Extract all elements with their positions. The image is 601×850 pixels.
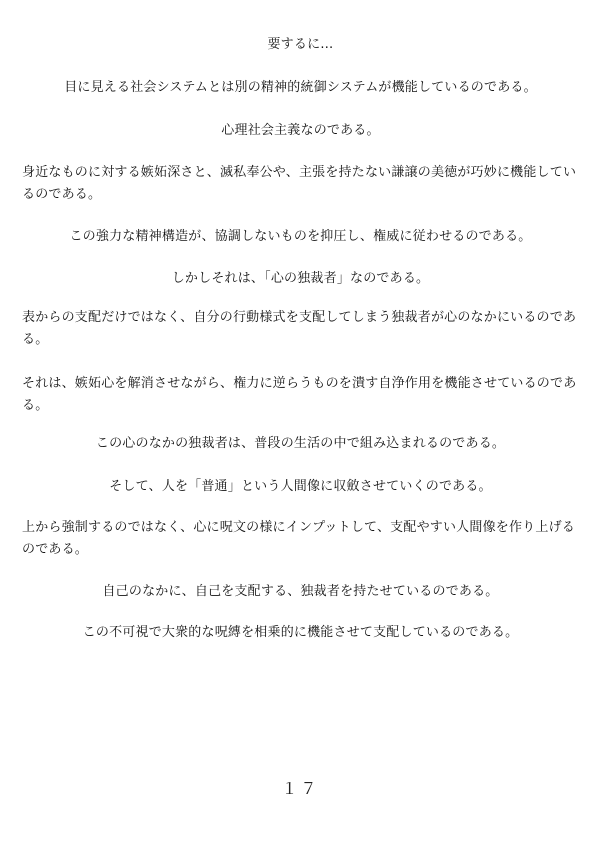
text-line: しかしそれは、「心の独裁者」なのである。 [171, 271, 430, 286]
text-line: そして、人を「普通」という人間像に収斂させていくのである。 [109, 479, 492, 494]
text-line-heading: 要するに… [267, 37, 334, 52]
text-paragraph: 上から強制するのではなく、心に呪文の様にインプットして、支配やすい人間像を作り上げるのである。 [22, 520, 575, 557]
text-line: 心理社会主義なのである。 [221, 123, 380, 138]
text-line: この強力な精神構造が、協調しないものを抑圧し、権威に従わせるのである。 [69, 229, 532, 244]
text-line: 目に見える社会システムとは別の精神的統御システムが機能しているのである。 [64, 80, 537, 95]
text-paragraph: 身近なものに対する嫉妬深さと、滅私奉公や、主張を持たない謙譲の美徳が巧妙に機能しているのである。 [22, 165, 577, 202]
text-line: この不可視で大衆的な呪縛を相乗的に機能させて支配しているのである。 [82, 625, 519, 640]
page-number: １７ [281, 779, 320, 798]
text-line: この心のなかの独裁者は、普段の生活の中で組み込まれるのである。 [95, 436, 506, 451]
text-paragraph: それは、嫉妬心を解消させながら、権力に逆らうものを潰す自浄作用を機能させているのである。 [22, 376, 577, 413]
text-paragraph: 表からの支配だけではなく、自分の行動様式を支配してしまう独裁者が心のなかにいるのである。 [22, 310, 577, 347]
text-line: 自己のなかに、自己を支配する、独裁者を持たせているのである。 [102, 584, 499, 599]
